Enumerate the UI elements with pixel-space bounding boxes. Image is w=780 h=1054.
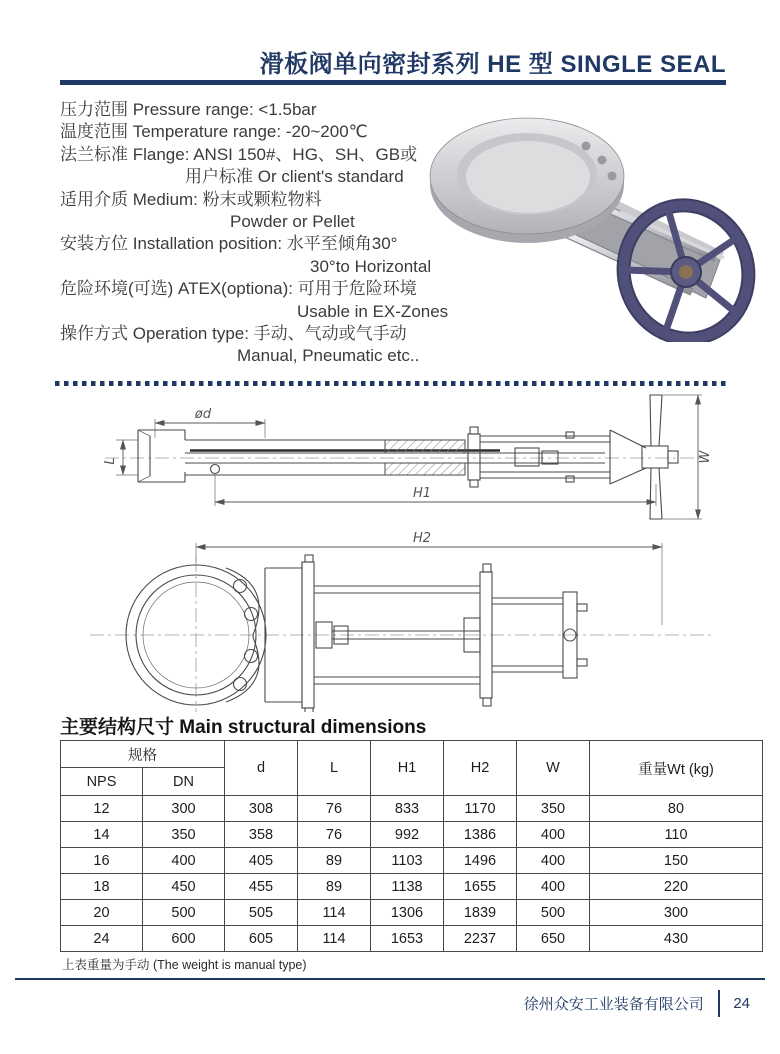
cell-nps: 12 <box>61 796 143 822</box>
col-header-dn: DN <box>143 768 225 796</box>
cell-h2: 1386 <box>444 822 517 848</box>
footer-separator-bar <box>718 990 721 1017</box>
spec-line-flange: 法兰标准 Flange: ANSI 150#、HG、SH、GB或 <box>60 144 418 164</box>
product-photo <box>424 100 764 342</box>
spec-line-installation-en: 30°to Horizontal <box>310 256 432 276</box>
spec-line-operation: 操作方式 Operation type: 手动、气动或气手动 <box>60 324 407 344</box>
spec-line-installation: 安装方位 Installation position: 水平至倾角30° <box>60 234 398 254</box>
spec-line-operation-en: Manual, Pneumatic etc.. <box>237 346 420 366</box>
spec-line-temperature: 温度范围 Temperature range: -20~200℃ <box>60 122 368 142</box>
dim-l <box>103 440 138 475</box>
cell-w: 650 <box>517 926 590 952</box>
cell-h1: 1138 <box>371 874 444 900</box>
cell-l: 114 <box>298 900 371 926</box>
cell-nps: 16 <box>61 848 143 874</box>
cell-h2: 1655 <box>444 874 517 900</box>
table-row <box>61 900 763 926</box>
dotted-divider <box>55 381 728 386</box>
cell-dn: 450 <box>143 874 225 900</box>
cell-weight: 110 <box>590 822 763 848</box>
footer <box>524 990 750 1017</box>
cell-h2: 1170 <box>444 796 517 822</box>
cell-nps: 20 <box>61 900 143 926</box>
dim-h1 <box>215 482 656 506</box>
cell-h1: 1306 <box>371 900 444 926</box>
cell-dn: 300 <box>143 796 225 822</box>
page-title: 滑板阀单向密封系列 HE 型 SINGLE SEAL <box>259 51 726 78</box>
drawing-plan-view <box>90 531 715 712</box>
spec-line-pressure: 压力范围 Pressure range: <1.5bar <box>60 100 317 119</box>
dim-od <box>155 407 265 438</box>
cell-nps: 24 <box>61 926 143 952</box>
cell-dn: 600 <box>143 926 225 952</box>
cell-weight: 80 <box>590 796 763 822</box>
col-header-nps: NPS <box>61 768 143 796</box>
spec-line-atex-en: Usable in EX-Zones <box>297 301 449 321</box>
cell-d: 405 <box>225 848 298 874</box>
dim-w <box>663 395 713 519</box>
cell-d: 455 <box>225 874 298 900</box>
section-title: 主要结构尺寸 Main structural dimensions <box>60 717 427 738</box>
cell-h1: 1653 <box>371 926 444 952</box>
cell-dn: 500 <box>143 900 225 926</box>
cell-w: 500 <box>517 900 590 926</box>
col-header-spec: 规格 <box>61 741 225 768</box>
cell-h1: 833 <box>371 796 444 822</box>
cell-h2: 1839 <box>444 900 517 926</box>
valve-flange <box>430 118 624 243</box>
col-header-h1: H1 <box>371 741 444 796</box>
table-row <box>61 874 763 900</box>
cell-nps: 18 <box>61 874 143 900</box>
cell-w: 400 <box>517 848 590 874</box>
col-header-h2: H2 <box>444 741 517 796</box>
cell-h1: 1103 <box>371 848 444 874</box>
cell-weight: 220 <box>590 874 763 900</box>
cell-d: 505 <box>225 900 298 926</box>
cell-l: 89 <box>298 848 371 874</box>
title-rule <box>60 80 726 85</box>
col-header-d: d <box>225 741 298 796</box>
cell-l: 76 <box>298 796 371 822</box>
table-row <box>61 822 763 848</box>
spec-line-medium-en: Powder or Pellet <box>230 212 355 232</box>
col-header-l: L <box>298 741 371 796</box>
table-footnote: 上表重量为手动 (The weight is manual type) <box>62 958 307 972</box>
cell-h1: 992 <box>371 822 444 848</box>
dimensions-table <box>60 740 763 952</box>
cell-w: 350 <box>517 796 590 822</box>
cell-weight: 430 <box>590 926 763 952</box>
dim-label-w: W <box>698 450 713 464</box>
spec-line-medium: 适用介质 Medium: 粉末或颗粒物料 <box>60 189 322 209</box>
cell-h2: 2237 <box>444 926 517 952</box>
spec-line-flange-en: 用户标准 Or client's standard <box>185 167 404 187</box>
dim-h2 <box>196 531 662 625</box>
cell-d: 308 <box>225 796 298 822</box>
table-row <box>61 848 763 874</box>
cell-l: 76 <box>298 822 371 848</box>
drawing-side-view <box>103 395 713 519</box>
cell-weight: 150 <box>590 848 763 874</box>
table-row <box>61 796 763 822</box>
col-header-weight: 重量Wt (kg) <box>590 741 763 796</box>
technical-drawings <box>50 390 750 712</box>
cell-weight: 300 <box>590 900 763 926</box>
dim-label-od: ød <box>194 407 212 422</box>
table-row <box>61 926 763 952</box>
cell-l: 114 <box>298 926 371 952</box>
cell-w: 400 <box>517 822 590 848</box>
spec-line-atex: 危险环境(可选) ATEX(optiona): 可用于危险环境 <box>60 279 417 299</box>
cell-l: 89 <box>298 874 371 900</box>
cell-w: 400 <box>517 874 590 900</box>
cell-nps: 14 <box>61 822 143 848</box>
col-header-w: W <box>517 741 590 796</box>
footer-page-number: 24 <box>733 995 750 1012</box>
cell-dn: 400 <box>143 848 225 874</box>
footer-company: 徐州众安工业装备有限公司 <box>523 996 704 1013</box>
dim-label-l: L <box>103 457 118 465</box>
footer-rule <box>15 978 765 980</box>
cell-d: 358 <box>225 822 298 848</box>
dim-label-h2: H2 <box>412 531 432 546</box>
cell-d: 605 <box>225 926 298 952</box>
cell-h2: 1496 <box>444 848 517 874</box>
cell-dn: 350 <box>143 822 225 848</box>
dim-label-h1: H1 <box>412 486 432 501</box>
